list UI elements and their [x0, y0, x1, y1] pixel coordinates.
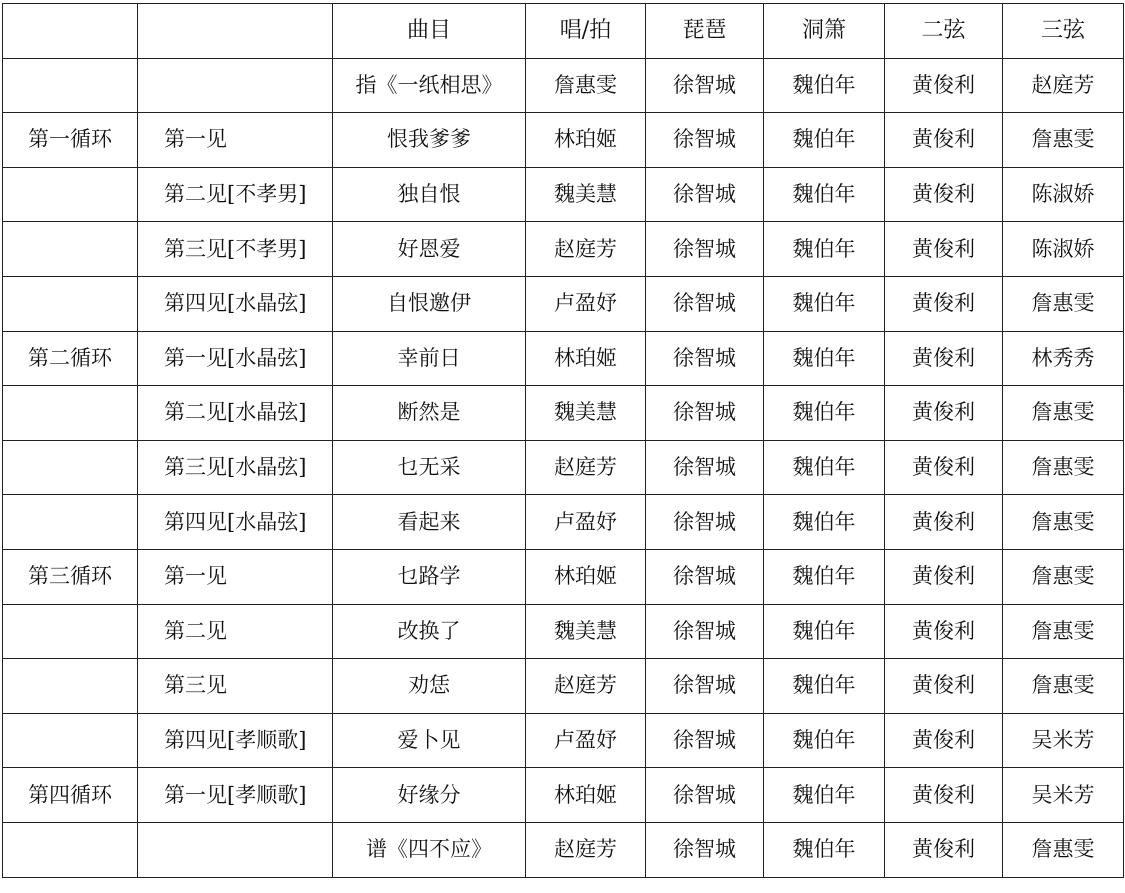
cell-singer: 林珀姬 — [526, 768, 646, 823]
cell-section: 第三见 — [138, 659, 333, 714]
cell-dongxiao: 魏伯年 — [764, 495, 885, 550]
cell-cycle — [3, 495, 138, 550]
table-row — [3, 167, 1124, 222]
cell-dongxiao: 魏伯年 — [764, 276, 885, 331]
cell-sanxian: 詹惠雯 — [1003, 549, 1124, 604]
table-row — [3, 659, 1124, 714]
cell-singer: 林珀姬 — [526, 113, 646, 168]
table-row — [3, 276, 1124, 331]
cell-singer: 魏美慧 — [526, 604, 646, 659]
cell-piece: 乜无采 — [333, 440, 526, 495]
cell-section: 第二见[水晶弦] — [138, 386, 333, 441]
cell-dongxiao: 魏伯年 — [764, 331, 885, 386]
cell-singer: 赵庭芳 — [526, 659, 646, 714]
cell-sanxian: 詹惠雯 — [1003, 604, 1124, 659]
table-row — [3, 822, 1124, 877]
cell-pipa: 徐智城 — [646, 113, 764, 168]
cell-dongxiao: 魏伯年 — [764, 822, 885, 877]
cell-sanxian: 詹惠雯 — [1003, 495, 1124, 550]
cell-dongxiao: 魏伯年 — [764, 167, 885, 222]
cell-section: 第二见[不孝男] — [138, 167, 333, 222]
cell-cycle — [3, 386, 138, 441]
cell-section: 第四见[水晶弦] — [138, 495, 333, 550]
cell-cycle — [3, 222, 138, 277]
cell-section: 第四见[水晶弦] — [138, 276, 333, 331]
cell-pipa: 徐智城 — [646, 58, 764, 113]
cell-erxian: 黄俊利 — [885, 331, 1003, 386]
cell-piece: 自恨邀伊 — [333, 276, 526, 331]
cell-dongxiao: 魏伯年 — [764, 549, 885, 604]
header-dongxiao: 洞箫 — [764, 4, 885, 59]
cell-sanxian: 詹惠雯 — [1003, 113, 1124, 168]
table-row — [3, 768, 1124, 823]
cell-piece: 好缘分 — [333, 768, 526, 823]
cell-section: 第二见 — [138, 604, 333, 659]
cell-cycle — [3, 58, 138, 113]
cell-dongxiao: 魏伯年 — [764, 659, 885, 714]
cell-dongxiao: 魏伯年 — [764, 58, 885, 113]
cell-singer: 魏美慧 — [526, 167, 646, 222]
cell-dongxiao: 魏伯年 — [764, 113, 885, 168]
cell-singer: 赵庭芳 — [526, 222, 646, 277]
header-pipa: 琵琶 — [646, 4, 764, 59]
cell-erxian: 黄俊利 — [885, 713, 1003, 768]
cell-erxian: 黄俊利 — [885, 113, 1003, 168]
cell-cycle: 第一循环 — [3, 113, 138, 168]
cell-cycle — [3, 713, 138, 768]
table-row — [3, 386, 1124, 441]
cell-pipa: 徐智城 — [646, 604, 764, 659]
cell-pipa: 徐智城 — [646, 822, 764, 877]
cell-cycle: 第二循环 — [3, 331, 138, 386]
cell-piece: 乜路学 — [333, 549, 526, 604]
cell-sanxian: 林秀秀 — [1003, 331, 1124, 386]
header-row — [3, 4, 1124, 59]
cell-piece: 幸前日 — [333, 331, 526, 386]
cell-singer: 赵庭芳 — [526, 440, 646, 495]
cell-sanxian: 詹惠雯 — [1003, 386, 1124, 441]
cell-cycle — [3, 440, 138, 495]
cell-sanxian: 詹惠雯 — [1003, 276, 1124, 331]
header-singer: 唱/拍 — [526, 4, 646, 59]
cell-erxian: 黄俊利 — [885, 276, 1003, 331]
table-row — [3, 495, 1124, 550]
cell-singer: 卢盈妤 — [526, 276, 646, 331]
header-sanxian: 三弦 — [1003, 4, 1124, 59]
cell-cycle: 第三循环 — [3, 549, 138, 604]
cell-dongxiao: 魏伯年 — [764, 713, 885, 768]
cell-pipa: 徐智城 — [646, 167, 764, 222]
cell-singer: 卢盈妤 — [526, 495, 646, 550]
cell-sanxian: 吴米芳 — [1003, 713, 1124, 768]
cell-section: 第三见[水晶弦] — [138, 440, 333, 495]
cell-singer: 林珀姬 — [526, 549, 646, 604]
cell-sanxian: 詹惠雯 — [1003, 822, 1124, 877]
cell-sanxian: 詹惠雯 — [1003, 440, 1124, 495]
cell-section: 第一见[水晶弦] — [138, 331, 333, 386]
cell-section: 第一见[孝顺歌] — [138, 768, 333, 823]
cell-cycle — [3, 604, 138, 659]
table-row — [3, 549, 1124, 604]
cell-erxian: 黄俊利 — [885, 495, 1003, 550]
cell-sanxian: 詹惠雯 — [1003, 659, 1124, 714]
cell-cycle — [3, 822, 138, 877]
cell-erxian: 黄俊利 — [885, 822, 1003, 877]
cell-piece: 好恩爱 — [333, 222, 526, 277]
header-section — [138, 4, 333, 59]
cell-erxian: 黄俊利 — [885, 167, 1003, 222]
table-row — [3, 604, 1124, 659]
cell-piece: 劝恁 — [333, 659, 526, 714]
cell-cycle — [3, 659, 138, 714]
cell-erxian: 黄俊利 — [885, 659, 1003, 714]
table-row — [3, 440, 1124, 495]
cell-pipa: 徐智城 — [646, 222, 764, 277]
cell-section — [138, 822, 333, 877]
cell-singer: 詹惠雯 — [526, 58, 646, 113]
cell-erxian: 黄俊利 — [885, 768, 1003, 823]
cell-singer: 魏美慧 — [526, 386, 646, 441]
table-row — [3, 331, 1124, 386]
cell-dongxiao: 魏伯年 — [764, 440, 885, 495]
table-row — [3, 713, 1124, 768]
header-piece: 曲目 — [333, 4, 526, 59]
cell-singer: 林珀姬 — [526, 331, 646, 386]
cell-dongxiao: 魏伯年 — [764, 222, 885, 277]
table-row — [3, 222, 1124, 277]
cell-piece: 爱卜见 — [333, 713, 526, 768]
cell-erxian: 黄俊利 — [885, 222, 1003, 277]
cell-piece: 改换了 — [333, 604, 526, 659]
cell-piece: 看起来 — [333, 495, 526, 550]
cell-erxian: 黄俊利 — [885, 386, 1003, 441]
cell-dongxiao: 魏伯年 — [764, 768, 885, 823]
program-table-container — [0, 3, 1125, 893]
cell-erxian: 黄俊利 — [885, 549, 1003, 604]
cell-singer: 卢盈妤 — [526, 713, 646, 768]
program-table — [2, 3, 1124, 878]
cell-singer: 赵庭芳 — [526, 822, 646, 877]
cell-section: 第四见[孝顺歌] — [138, 713, 333, 768]
cell-pipa: 徐智城 — [646, 659, 764, 714]
cell-cycle — [3, 167, 138, 222]
cell-dongxiao: 魏伯年 — [764, 386, 885, 441]
cell-sanxian: 陈淑娇 — [1003, 222, 1124, 277]
cell-pipa: 徐智城 — [646, 386, 764, 441]
cell-cycle — [3, 276, 138, 331]
header-erxian: 二弦 — [885, 4, 1003, 59]
cell-erxian: 黄俊利 — [885, 440, 1003, 495]
cell-sanxian: 吴米芳 — [1003, 768, 1124, 823]
cell-sanxian: 陈淑娇 — [1003, 167, 1124, 222]
cell-piece: 恨我爹爹 — [333, 113, 526, 168]
cell-section — [138, 58, 333, 113]
cell-erxian: 黄俊利 — [885, 604, 1003, 659]
cell-piece: 断然是 — [333, 386, 526, 441]
cell-erxian: 黄俊利 — [885, 58, 1003, 113]
cell-pipa: 徐智城 — [646, 331, 764, 386]
cell-pipa: 徐智城 — [646, 549, 764, 604]
cell-pipa: 徐智城 — [646, 276, 764, 331]
cell-piece: 谱《四不应》 — [333, 822, 526, 877]
cell-cycle: 第四循环 — [3, 768, 138, 823]
cell-pipa: 徐智城 — [646, 768, 764, 823]
cell-pipa: 徐智城 — [646, 495, 764, 550]
cell-section: 第三见[不孝男] — [138, 222, 333, 277]
cell-pipa: 徐智城 — [646, 713, 764, 768]
cell-sanxian: 赵庭芳 — [1003, 58, 1124, 113]
header-cycle — [3, 4, 138, 59]
cell-piece: 独自恨 — [333, 167, 526, 222]
table-row — [3, 58, 1124, 113]
cell-section: 第一见 — [138, 549, 333, 604]
table-row — [3, 113, 1124, 168]
cell-piece: 指《一纸相思》 — [333, 58, 526, 113]
cell-section: 第一见 — [138, 113, 333, 168]
cell-pipa: 徐智城 — [646, 440, 764, 495]
cell-dongxiao: 魏伯年 — [764, 604, 885, 659]
